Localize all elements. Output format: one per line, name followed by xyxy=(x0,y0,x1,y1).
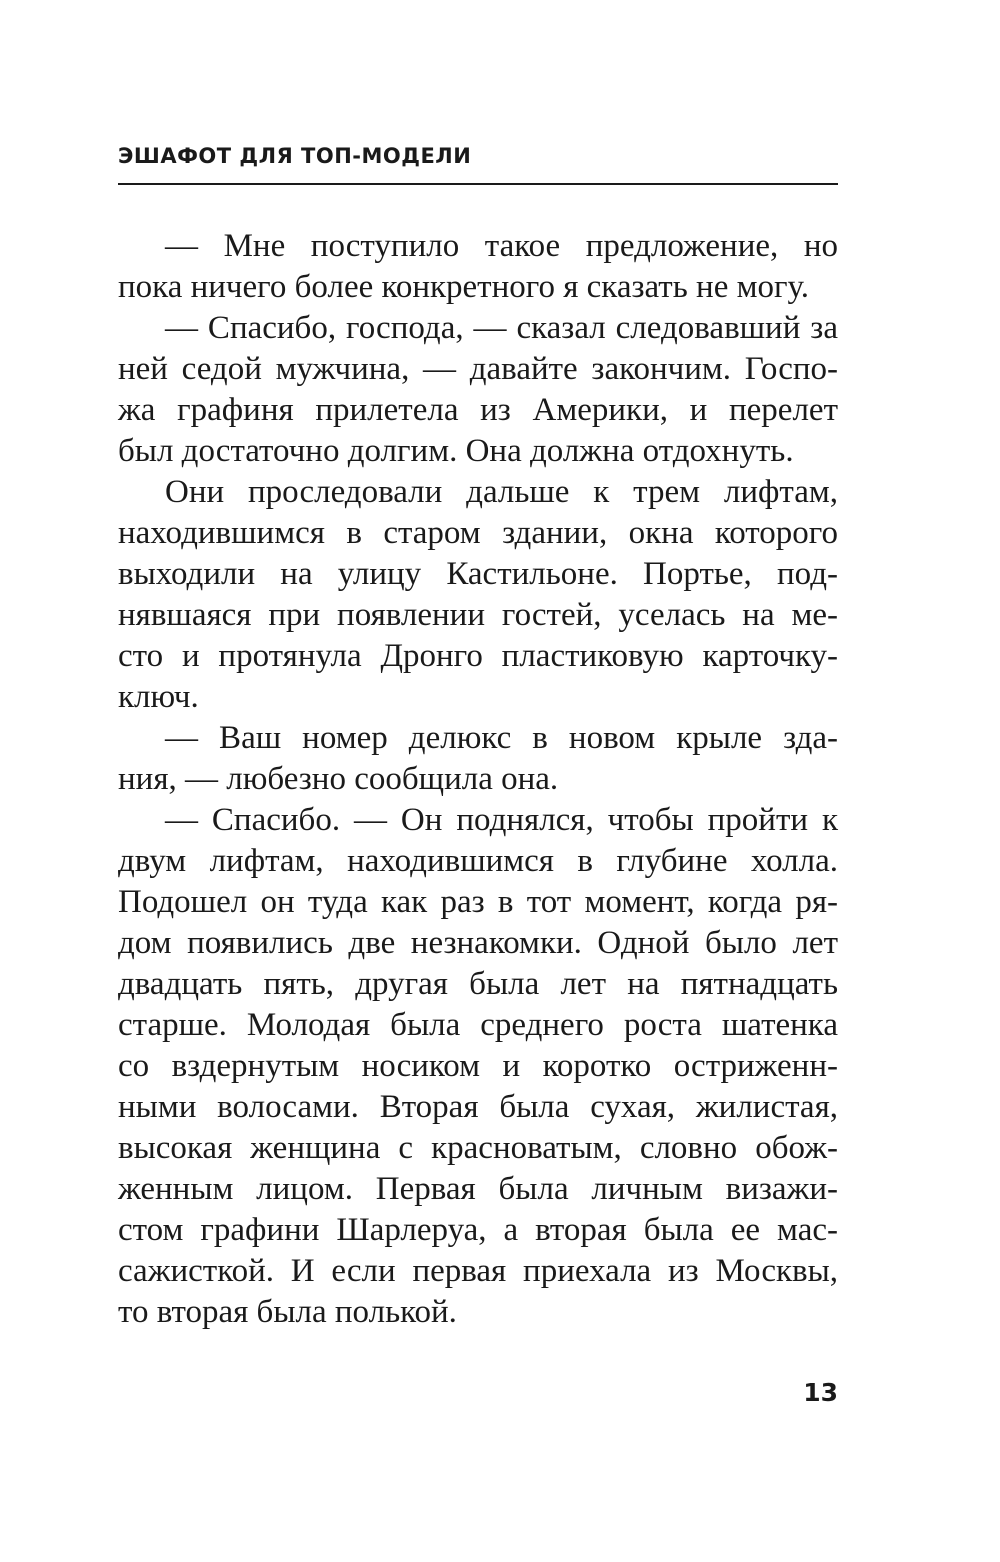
text-line: ней седой мужчина, — давайте закончим. Госпо- xyxy=(118,351,838,387)
text-line: старше. Молодая была среднего роста шатенка xyxy=(118,1007,838,1043)
body-text xyxy=(118,226,838,1333)
text-line: высокая женщина с красноватым, словно обож- xyxy=(118,1130,838,1166)
text-line: жа графиня прилетела из Америки, и перелет xyxy=(118,392,838,428)
text-line: пока ничего более конкретного я сказать не могу. xyxy=(118,269,809,305)
text-line: нявшаяся при появлении гостей, уселась на ме- xyxy=(118,597,838,633)
text-line: ния, — любезно сообщила она. xyxy=(118,761,559,797)
text-line: — Спасибо. — Он поднялся, чтобы пройти к xyxy=(165,802,838,838)
text-line: женным лицом. Первая была личным визажи- xyxy=(118,1171,838,1207)
text-line: — Мне поступило такое предложение, но xyxy=(165,228,838,264)
running-head-title: ЭШАФОТ ДЛЯ ТОП-МОДЕЛИ xyxy=(118,144,472,168)
text-line: выходили на улицу Кастильоне. Портье, под- xyxy=(118,556,838,592)
text-line: ными волосами. Вторая была сухая, жилистая, xyxy=(118,1089,838,1125)
page-number: 13 xyxy=(803,1378,838,1407)
text-line: со вздернутым носиком и коротко остриженн- xyxy=(118,1048,838,1084)
text-line: двум лифтам, находившимся в глубине холла. xyxy=(118,843,838,879)
text-line: — Спасибо, господа, — сказал следовавший за xyxy=(165,310,838,346)
text-line: находившимся в старом здании, окна которого xyxy=(118,515,838,551)
text-line: Они проследовали дальше к трем лифтам, xyxy=(165,474,838,510)
text-line: двадцать пять, другая была лет на пятнадцать xyxy=(118,966,838,1002)
header-rule xyxy=(118,183,838,185)
text-line: то вторая была полькой. xyxy=(118,1294,457,1330)
text-line: был достаточно долгим. Она должна отдохнуть. xyxy=(118,433,794,469)
text-line: — Ваш номер делюкс в новом крыле зда- xyxy=(165,720,838,756)
text-line: дом появились две незнакомки. Одной было лет xyxy=(118,925,838,961)
text-line: Подошел он туда как раз в тот момент, когда ря- xyxy=(118,884,838,920)
text-line: ключ. xyxy=(118,679,199,715)
text-line: сто и протянула Дронго пластиковую карточку- xyxy=(118,638,838,674)
text-line: стом графини Шарлеруа, а вторая была ее мас- xyxy=(118,1212,838,1248)
text-line: сажисткой. И если первая приехала из Москвы, xyxy=(118,1253,838,1289)
